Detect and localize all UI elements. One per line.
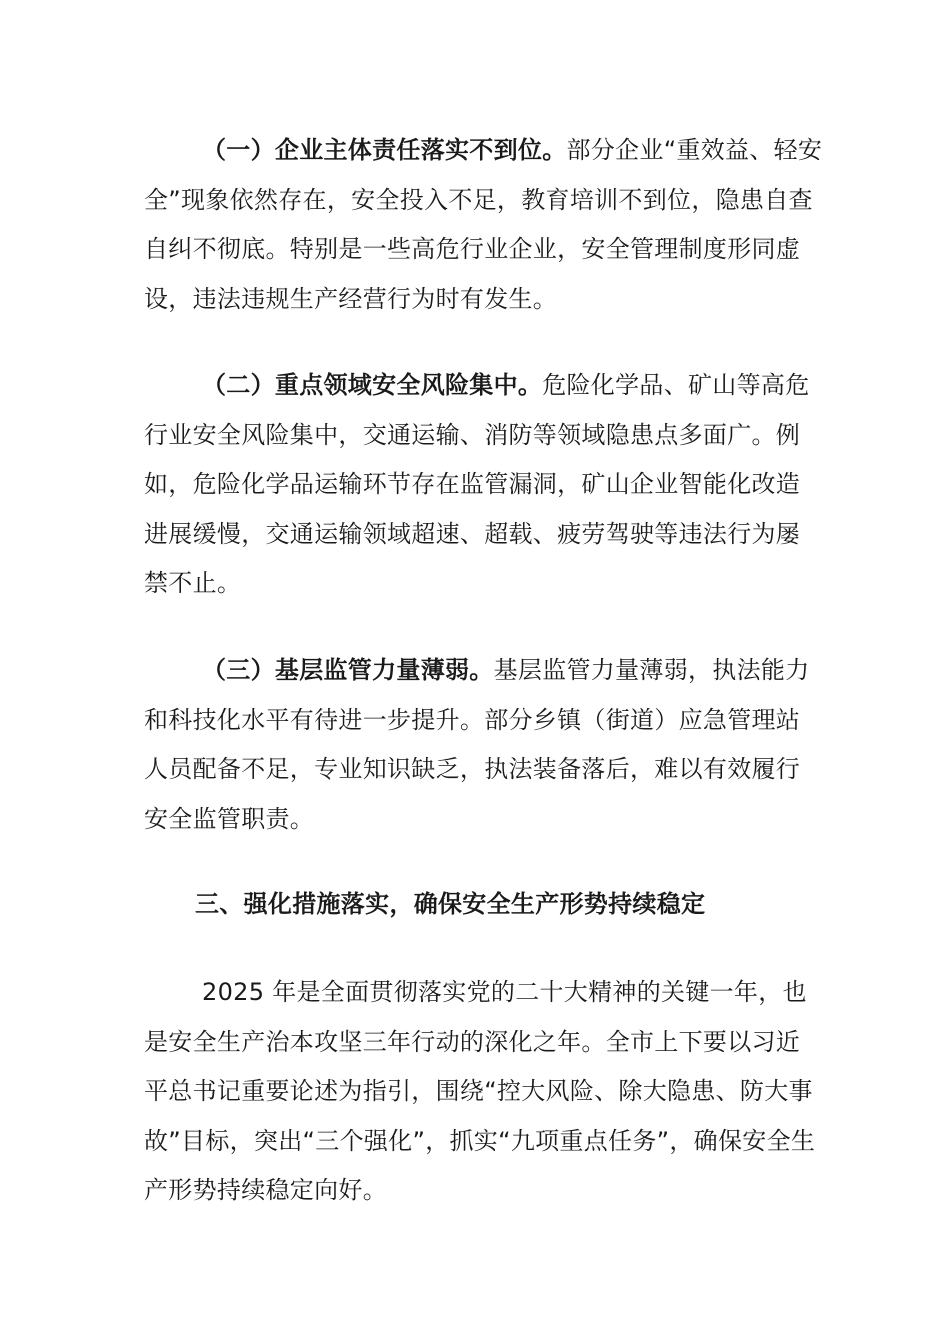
paragraph-body: 基层监管力量薄弱，执法能力和科技化水平有待进一步提升。部分乡镇（街道）应急管理站人员配备不足，专业知识缺乏，执法装备落后，难以有效履行安全监管职责。 <box>144 656 810 833</box>
paragraph-lead: （三）基层监管力量薄弱。 <box>202 656 494 684</box>
paragraph-closing <box>144 968 824 1216</box>
paragraph-key-risk-areas <box>144 361 824 609</box>
paragraph-lead: （一）企业主体责任落实不到位。 <box>202 136 567 164</box>
paragraph-lead: （二）重点领域安全风险集中。 <box>202 371 543 399</box>
paragraph-enterprise-responsibility <box>144 126 824 324</box>
section-heading: 三、强化措施落实，确保安全生产形势持续稳定 <box>195 890 706 918</box>
paragraph-body: 2025 年是全面贯彻落实党的二十大精神的关键一年，也是安全生产治本攻坚三年行动的深化之年。全市上下要以习近平总书记重要论述为指引，围绕“控大风险、除大隐患、防大事故”目标，突出“三个强化”，抓实“九项重点任务”，确保安全生产形势持续稳定向好。 <box>144 978 816 1204</box>
paragraph-body: 危险化学品、矿山等高危行业安全风险集中，交通运输、消防等领域隐患点多面广。例如，危险化学品运输环节存在监管漏洞，矿山企业智能化改造进展缓慢，交通运输领域超速、超载、疲劳驾驶等违法行为屡禁不止。 <box>144 371 810 597</box>
paragraph-body: 部分企业“重效益、轻安全”现象依然存在，安全投入不足，教育培训不到位，隐患自查自纠不彻底。特别是一些高危行业企业，安全管理制度形同虚设，违法违规生产经营行为时有发生。 <box>144 136 823 313</box>
paragraph-grassroots-supervision <box>144 646 824 844</box>
